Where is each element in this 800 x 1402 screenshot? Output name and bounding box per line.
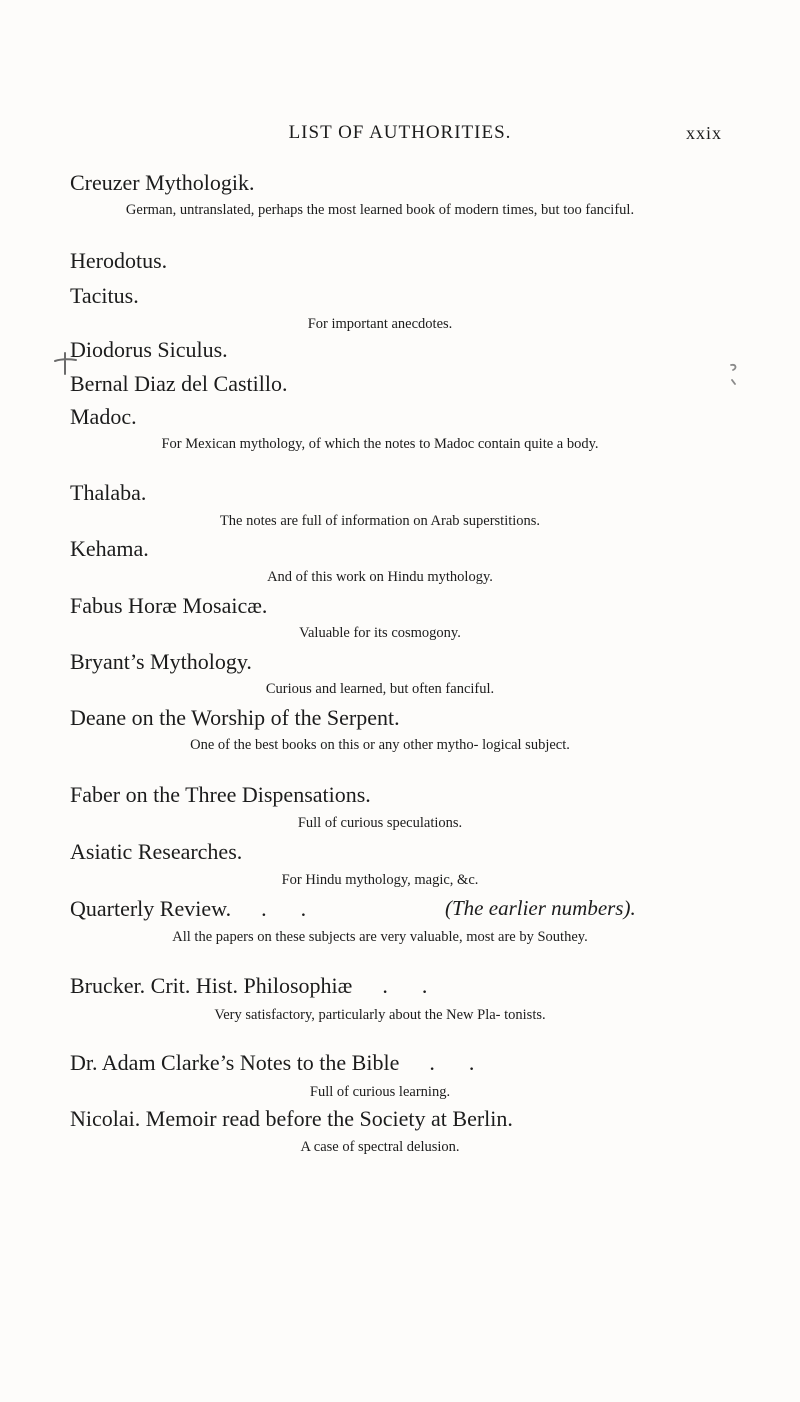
entry-note: For Mexican mythology, of which the notes to Madoc contain quite a body.	[161, 436, 599, 452]
entry-title: Bernal Diaz del Castillo.	[70, 371, 288, 396]
leader-dots: ..	[429, 1050, 509, 1075]
entry-title: Tacitus.	[70, 283, 139, 308]
entry-note: One of the best books on this or any other mytho- logical subject.	[190, 737, 570, 753]
entry-note: For Hindu mythology, magic, &c.	[281, 872, 479, 888]
margin-pencil-mark-icon	[727, 362, 741, 386]
entry-title: Kehama.	[70, 536, 149, 561]
entry-note: Valuable for its cosmogony.	[299, 625, 461, 641]
entry-title-text: Quarterly Review.	[70, 896, 232, 921]
entry-note: Curious and learned, but often fanciful.	[265, 681, 495, 697]
leader-dots: ..	[382, 973, 462, 998]
entry-note: A case of spectral delusion.	[300, 1139, 460, 1155]
entry-title: Fabus Horæ Mosaicæ.	[70, 593, 268, 618]
entry-title: Madoc.	[70, 404, 137, 429]
entry-title: Thalaba.	[70, 480, 147, 505]
leader-dots: ..	[261, 896, 341, 921]
entry-title: Asiatic Researches.	[70, 839, 243, 864]
entry-note: All the papers on these subjects are very valuable, most are by Southey.	[172, 929, 588, 945]
entry-title	[70, 1050, 508, 1076]
entry-title: Faber on the Three Dispensations.	[70, 782, 371, 807]
entry-title: Creuzer Mythologik.	[70, 170, 255, 195]
entry-title	[70, 896, 340, 922]
page-title: LIST OF AUTHORITIES.	[288, 122, 512, 143]
entry-aside: (The earlier numbers).	[445, 896, 636, 920]
entry-note: The notes are full of information on Arab superstitions.	[219, 513, 541, 529]
entry-note: And of this work on Hindu mythology.	[267, 569, 493, 585]
page-number: xxix	[685, 123, 722, 143]
entry-title: Bryant’s Mythology.	[70, 649, 252, 674]
entry-title: Nicolai. Memoir read before the Society at Berlin.	[70, 1106, 513, 1131]
entry-title	[70, 973, 461, 999]
entry-note: For important anecdotes.	[307, 316, 453, 332]
entry-title: Herodotus.	[70, 248, 168, 273]
entry-title-text: Brucker. Crit. Hist. Philosophiæ	[70, 973, 353, 998]
entry-title-text: Dr. Adam Clarke’s Notes to the Bible	[70, 1050, 400, 1075]
entry-title: Deane on the Worship of the Serpent.	[70, 705, 400, 730]
entry-note: Very satisfactory, particularly about the New Pla- tonists.	[214, 1007, 546, 1023]
running-header	[0, 120, 800, 150]
entry-note: German, untranslated, perhaps the most learned book of modern times, but too fanciful.	[125, 202, 635, 218]
entry-title: Diodorus Siculus.	[70, 337, 228, 362]
entry-note: Full of curious speculations.	[297, 815, 463, 831]
entry-note: Full of curious learning.	[309, 1084, 451, 1100]
